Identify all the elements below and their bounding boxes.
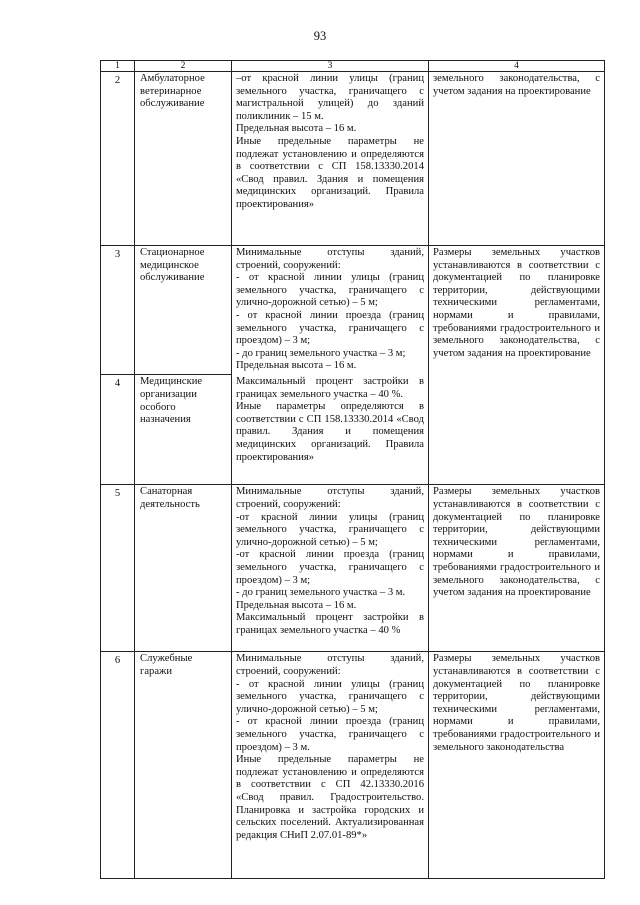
use-type-name: [135, 652, 232, 879]
name-line: деятельность: [140, 499, 200, 511]
parameter-item: - от красной линии улицы (границ земельного участка, граничащего с улично-дорожной сетью) – 5 м;: [236, 678, 424, 715]
limit-parameters: [232, 652, 429, 879]
column-header: 4: [429, 61, 605, 72]
page-number: 93: [313, 29, 327, 43]
table-row: [101, 485, 605, 652]
row-number: 2: [101, 72, 135, 246]
plot-size-requirements: Размеры земельных участков устанавливаются в соответствии с документацией по планировке территории, действующими техническими регламентами, нормами и правилами, требованиями градостроительного и земельного законодательства, с учетом задания на проектирование: [429, 246, 605, 485]
parameter-item: - до границ земельного участка – 3 м;: [236, 347, 406, 359]
row-number: 5: [101, 485, 135, 652]
use-type-name: [135, 246, 232, 375]
name-line: назначения: [140, 414, 191, 426]
parameter-item: Предельная высота – 16 м.: [236, 360, 357, 372]
parameter-item: Минимальные отступы зданий, строений, сооружений:: [236, 247, 424, 271]
parameter-item: Иные предельные параметры не подлежат установлению и определяются в соответствии с СП 42.13330.2016 «Свод правил. Градостроительство. Планировка и застройка городских и сельских поселений. Актуализированная редакция СНиП 2.07.01-89*»: [236, 754, 424, 841]
row-number: 3: [101, 246, 135, 375]
name-line: Стационарное: [140, 247, 205, 258]
parameter-item: -от красной линии улицы (границ земельного участка, граничащего с улично-дорожной сетью) – 5 м;: [236, 511, 424, 548]
use-type-name: [135, 72, 232, 246]
limit-parameters: [232, 246, 429, 375]
parameter-item: - от красной линии проезда (границ земельного участка, граничащего с проездом) – 3 м.: [236, 716, 424, 753]
name-line: Амбулаторное: [140, 73, 205, 84]
use-type-name: [135, 375, 232, 485]
name-line: Медицинские: [140, 376, 203, 388]
limit-parameters: [232, 375, 429, 485]
table-row: [101, 652, 605, 879]
parameter-item: - до границ земельного участка – 3 м.: [236, 587, 406, 599]
plot-size-requirements: Размеры земельных участков устанавливаются в соответствии с документацией по планировке территории, действующими техническими регламентами, нормами и правилами, требованиями градостроительного и земельного законодательства: [429, 652, 605, 879]
parameter-item: Минимальные отступы зданий, строений, сооружений:: [236, 653, 424, 678]
limit-parameters: [232, 72, 429, 246]
row-number: 4: [101, 375, 135, 485]
name-line: Служебные: [140, 653, 193, 665]
limit-parameters: [232, 485, 429, 652]
table-row: [101, 72, 605, 246]
column-header: 2: [135, 61, 232, 72]
parameter-item: Иные параметры определяются в соответствии с СП 158.13330.2014 «Свод правил. Здания и помещения медицинских организаций. Правила проектирования»: [236, 401, 424, 463]
name-line: обслуживание: [140, 98, 205, 110]
name-line: организации: [140, 389, 197, 401]
table-header-row: [101, 61, 605, 72]
plot-size-requirements: Размеры земельных участков устанавливаются в соответствии с документацией по планировке территории, действующими техническими регламентами, нормами и правилами, требованиями градостроительного и земельного законодательства, с учетом задания на проектирование: [429, 485, 605, 652]
name-line: Санаторная: [140, 486, 193, 498]
plot-size-requirements: земельного законодательства, с учетом задания на проектирование: [429, 72, 605, 246]
parameter-item: Предельная высота – 16 м.: [236, 123, 357, 135]
use-type-name: [135, 485, 232, 652]
name-line: особого: [140, 401, 176, 413]
column-header: 1: [101, 61, 135, 72]
parameter-item: Максимальный процент застройки в границах земельного участка – 40 %: [236, 612, 424, 636]
name-line: обслуживание: [140, 272, 205, 284]
name-line: гаражи: [140, 666, 173, 678]
parameter-item: - от красной линии улицы (границ земельного участка, граничащего с улично-дорожной сетью) – 5 м;: [236, 272, 424, 309]
parameter-item: Минимальные отступы зданий, строений, сооружений:: [236, 486, 424, 511]
parameter-item: -от красной линии проезда (границ земельного участка, граничащего с проездом) – 3 м;: [236, 549, 424, 586]
parameter-item: Иные предельные параметры не подлежат установлению и определяются в соответствии с СП 158.13330.2014 «Свод правил. Здания и помещения медицинских организаций. Правила проектирования»: [236, 135, 424, 210]
name-line: ветеринарное: [140, 85, 202, 97]
name-line: медицинское: [140, 259, 199, 271]
parameter-item: Предельная высота – 16 м.: [236, 599, 357, 611]
regulations-table: [100, 60, 605, 879]
table-row: [101, 246, 605, 375]
parameter-item: - от красной линии проезда (границ земельного участка, граничащего с проездом) – 3 м;: [236, 309, 424, 347]
column-header: 3: [232, 61, 429, 72]
parameter-item: Максимальный процент застройки в границах земельного участка – 40 %.: [236, 375, 424, 400]
row-number: 6: [101, 652, 135, 879]
parameter-item: –от красной линии улицы (границ земельного участка, граничащего с магистральной улицей) до зданий поликлиник – 15 м.: [236, 73, 424, 122]
